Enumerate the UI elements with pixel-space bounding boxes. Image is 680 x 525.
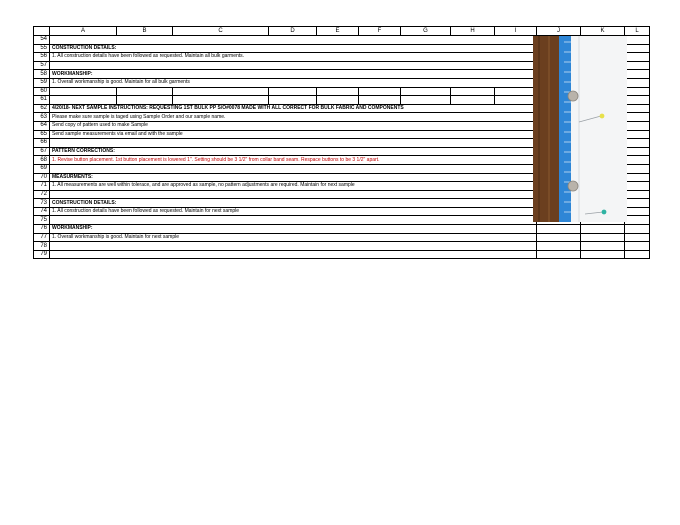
row-header[interactable]: 75 <box>34 216 50 225</box>
row-header[interactable]: 60 <box>34 87 50 96</box>
row-text-cell[interactable]: CONSTRUCTION DETAILS: <box>50 199 537 208</box>
row-header[interactable]: 73 <box>34 199 50 208</box>
row-header[interactable]: 71 <box>34 182 50 191</box>
row-text-cell[interactable]: MEASURMENTS: <box>50 173 537 182</box>
row-header[interactable]: 56 <box>34 53 50 62</box>
cell[interactable] <box>537 242 581 251</box>
column-header-g[interactable]: G <box>401 27 451 36</box>
cell[interactable] <box>625 70 650 79</box>
row-header[interactable]: 67 <box>34 147 50 156</box>
cell[interactable] <box>625 233 650 242</box>
cell[interactable] <box>625 164 650 173</box>
cell[interactable] <box>625 199 650 208</box>
sheet-row-76 <box>34 225 650 234</box>
cell[interactable] <box>359 87 401 96</box>
cell[interactable] <box>317 87 359 96</box>
cell[interactable] <box>625 139 650 148</box>
cell[interactable] <box>625 96 650 105</box>
row-header[interactable]: 61 <box>34 96 50 105</box>
column-header-i[interactable]: I <box>495 27 537 36</box>
cell[interactable] <box>625 147 650 156</box>
row-text-cell[interactable] <box>50 250 537 259</box>
row-text-cell[interactable] <box>50 139 537 148</box>
cell[interactable] <box>625 53 650 62</box>
row-text-cell[interactable]: 1. Overall workmanship is good. Maintain for next sample <box>50 233 537 242</box>
cell[interactable] <box>117 87 173 96</box>
row-header[interactable]: 64 <box>34 121 50 130</box>
cell[interactable] <box>625 78 650 87</box>
cell[interactable] <box>625 225 650 234</box>
row-text-cell[interactable]: 1. All construction details have been followed as requested. Maintain for next sample <box>50 207 537 216</box>
cell[interactable] <box>625 121 650 130</box>
column-header-h[interactable]: H <box>451 27 495 36</box>
shirt-placket-image <box>533 36 627 222</box>
cell[interactable] <box>625 87 650 96</box>
row-text-cell[interactable]: CONSTRUCTION DETAILS: <box>50 44 537 53</box>
cell[interactable] <box>495 96 537 105</box>
cell[interactable] <box>537 225 581 234</box>
sheet-row-77 <box>34 233 650 242</box>
cell[interactable] <box>625 190 650 199</box>
cell[interactable] <box>451 96 495 105</box>
cell[interactable] <box>359 96 401 105</box>
cell[interactable] <box>50 87 117 96</box>
cell[interactable] <box>625 104 650 113</box>
cell[interactable] <box>581 225 625 234</box>
row-header[interactable]: 79 <box>34 250 50 259</box>
row-text-cell[interactable] <box>50 164 537 173</box>
column-header-c[interactable]: C <box>173 27 269 36</box>
cell[interactable] <box>625 113 650 122</box>
row-header[interactable]: 59 <box>34 78 50 87</box>
row-text-cell[interactable]: Send copy of pattern used to make Sample <box>50 121 537 130</box>
cell[interactable] <box>269 96 317 105</box>
row-text-cell[interactable] <box>50 61 537 70</box>
row-header[interactable]: 62 <box>34 104 50 113</box>
row-header[interactable]: 72 <box>34 190 50 199</box>
row-text-cell[interactable]: 1. Overall workmanship is good. Maintain for all bulk garments <box>50 78 537 87</box>
row-header[interactable]: 57 <box>34 61 50 70</box>
cell[interactable] <box>625 242 650 251</box>
cell[interactable] <box>50 96 117 105</box>
column-header-row <box>34 27 650 36</box>
cell[interactable] <box>537 250 581 259</box>
row-text-cell[interactable]: 1. All construction details have been followed as requested. Maintain all bulk garments. <box>50 53 537 62</box>
cell[interactable] <box>625 182 650 191</box>
corner-cell[interactable] <box>34 27 50 36</box>
row-header[interactable]: 78 <box>34 242 50 251</box>
row-text-cell[interactable]: 1. Revise button placement. 1st button placement is lowered 1". Setting should be 3 1/2" from collar band seam. Respace buttons to be 3 1/2" apart. <box>50 156 537 165</box>
column-header-k[interactable]: K <box>581 27 625 36</box>
cell[interactable] <box>401 87 451 96</box>
row-text-cell[interactable]: WORKMANSHIP: <box>50 225 537 234</box>
cell[interactable] <box>173 87 269 96</box>
row-header[interactable]: 77 <box>34 233 50 242</box>
garment-photo <box>533 36 627 222</box>
cell[interactable] <box>625 44 650 53</box>
row-text-cell[interactable]: Please make sure sample is taged using Sample Order and our sample name. <box>50 113 537 122</box>
column-header-b[interactable]: B <box>117 27 173 36</box>
row-header[interactable]: 58 <box>34 70 50 79</box>
cell[interactable] <box>495 87 537 96</box>
column-header-d[interactable]: D <box>269 27 317 36</box>
cell[interactable] <box>625 216 650 225</box>
row-text-cell[interactable]: Send sample measurements via email and with the sample <box>50 130 537 139</box>
cell[interactable] <box>173 96 269 105</box>
row-text-cell[interactable] <box>50 242 537 251</box>
row-text-cell[interactable]: WORKMANSHIP: <box>50 70 537 79</box>
column-header-l[interactable]: L <box>625 27 650 36</box>
row-header[interactable]: 69 <box>34 164 50 173</box>
cell[interactable] <box>625 156 650 165</box>
row-header[interactable]: 55 <box>34 44 50 53</box>
cell[interactable] <box>625 207 650 216</box>
row-header[interactable]: 63 <box>34 113 50 122</box>
row-header[interactable]: 70 <box>34 173 50 182</box>
cell[interactable] <box>451 87 495 96</box>
sheet-row-78 <box>34 242 650 251</box>
row-text-cell[interactable]: 1. All measurements are well within tolerace, and are approved as sample, no pattern adjustments are required. Maintain for next sample <box>50 182 537 191</box>
row-header[interactable]: 54 <box>34 36 50 45</box>
cell[interactable] <box>625 130 650 139</box>
cell[interactable] <box>401 96 451 105</box>
row-text-cell[interactable]: 4/20/18- NEXT SAMPLE INSTRUCTIONS: REQUESTING 1ST BULK PP S/O#0078 MADE WITH ALL CORRECT FOR BULK FABRIC AND COMPONENTS <box>50 104 537 113</box>
row-header[interactable]: 68 <box>34 156 50 165</box>
column-header-e[interactable]: E <box>317 27 359 36</box>
row-header[interactable]: 66 <box>34 139 50 148</box>
cell[interactable] <box>625 173 650 182</box>
row-header[interactable]: 74 <box>34 207 50 216</box>
row-text-cell[interactable]: PATTERN CORRECTIONS: <box>50 147 537 156</box>
row-header[interactable]: 76 <box>34 225 50 234</box>
cell[interactable] <box>269 87 317 96</box>
cell[interactable] <box>625 250 650 259</box>
column-header-f[interactable]: F <box>359 27 401 36</box>
column-header-j[interactable]: J <box>537 27 581 36</box>
cell[interactable] <box>581 250 625 259</box>
column-header-a[interactable]: A <box>50 27 117 36</box>
row-header[interactable]: 65 <box>34 130 50 139</box>
row-text-cell[interactable] <box>50 216 537 225</box>
cell[interactable] <box>581 233 625 242</box>
cell[interactable] <box>581 242 625 251</box>
row-text-cell[interactable] <box>50 36 537 45</box>
cell[interactable] <box>537 233 581 242</box>
cell[interactable] <box>117 96 173 105</box>
sheet-row-79 <box>34 250 650 259</box>
cell[interactable] <box>317 96 359 105</box>
cell[interactable] <box>625 61 650 70</box>
row-text-cell[interactable] <box>50 190 537 199</box>
cell[interactable] <box>625 36 650 45</box>
